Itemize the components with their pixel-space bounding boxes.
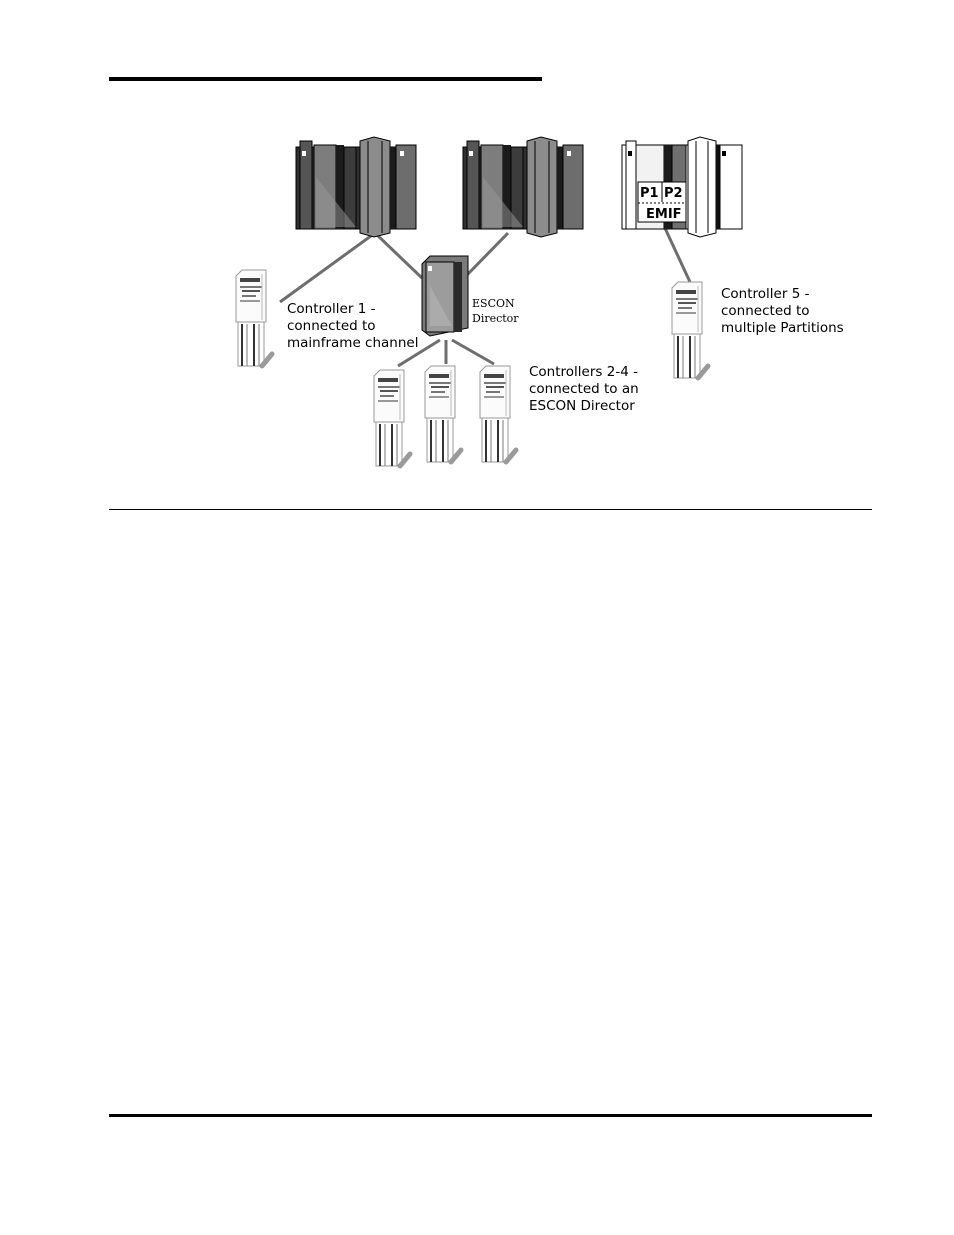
partition-p1-label: P1: [640, 186, 659, 201]
controller-4: [480, 366, 516, 462]
link-mainframe3-controller5: [664, 226, 690, 282]
controller-1-label: [287, 301, 418, 351]
figure-divider-rule: [109, 509, 872, 510]
controller-5: [672, 282, 708, 378]
controllers-2-4-label-line1: Controllers 2-4 -: [529, 364, 638, 380]
emif-label: EMIF: [646, 207, 682, 222]
escon-director-label-line2: Director: [472, 312, 519, 325]
mainframe-1: [296, 137, 416, 237]
controller-1-label-line3: mainframe channel: [287, 335, 419, 351]
footer-rule: [109, 1114, 872, 1117]
controller-2: [374, 370, 410, 466]
escon-director: [422, 256, 468, 336]
controller-5-label-line1: Controller 5 -: [721, 286, 810, 302]
controller-1-label-line1: Controller 1 -: [287, 301, 376, 317]
controller-3: [425, 366, 461, 462]
link-mainframe1-controller1: [280, 233, 375, 302]
mainframe-2: [463, 137, 583, 237]
escon-director-label-line1: ESCON: [472, 297, 515, 310]
link-mainframe1-director: [375, 233, 422, 278]
controllers-2-4-label: [529, 364, 639, 414]
link-mainframe2-director: [466, 233, 508, 276]
link-director-controller4: [452, 340, 494, 364]
controller-1: [236, 270, 272, 366]
controller-1-label-line2: connected to: [287, 318, 376, 334]
controller-5-label-line2: connected to: [721, 303, 810, 319]
controllers-2-4-label-line3: ESCON Director: [529, 398, 635, 414]
partition-p2-label: P2: [664, 186, 683, 201]
controllers-2-4-label-line2: connected to an: [529, 381, 639, 397]
controller-5-label: [721, 286, 844, 336]
controller-5-label-line3: multiple Partitions: [721, 320, 844, 336]
